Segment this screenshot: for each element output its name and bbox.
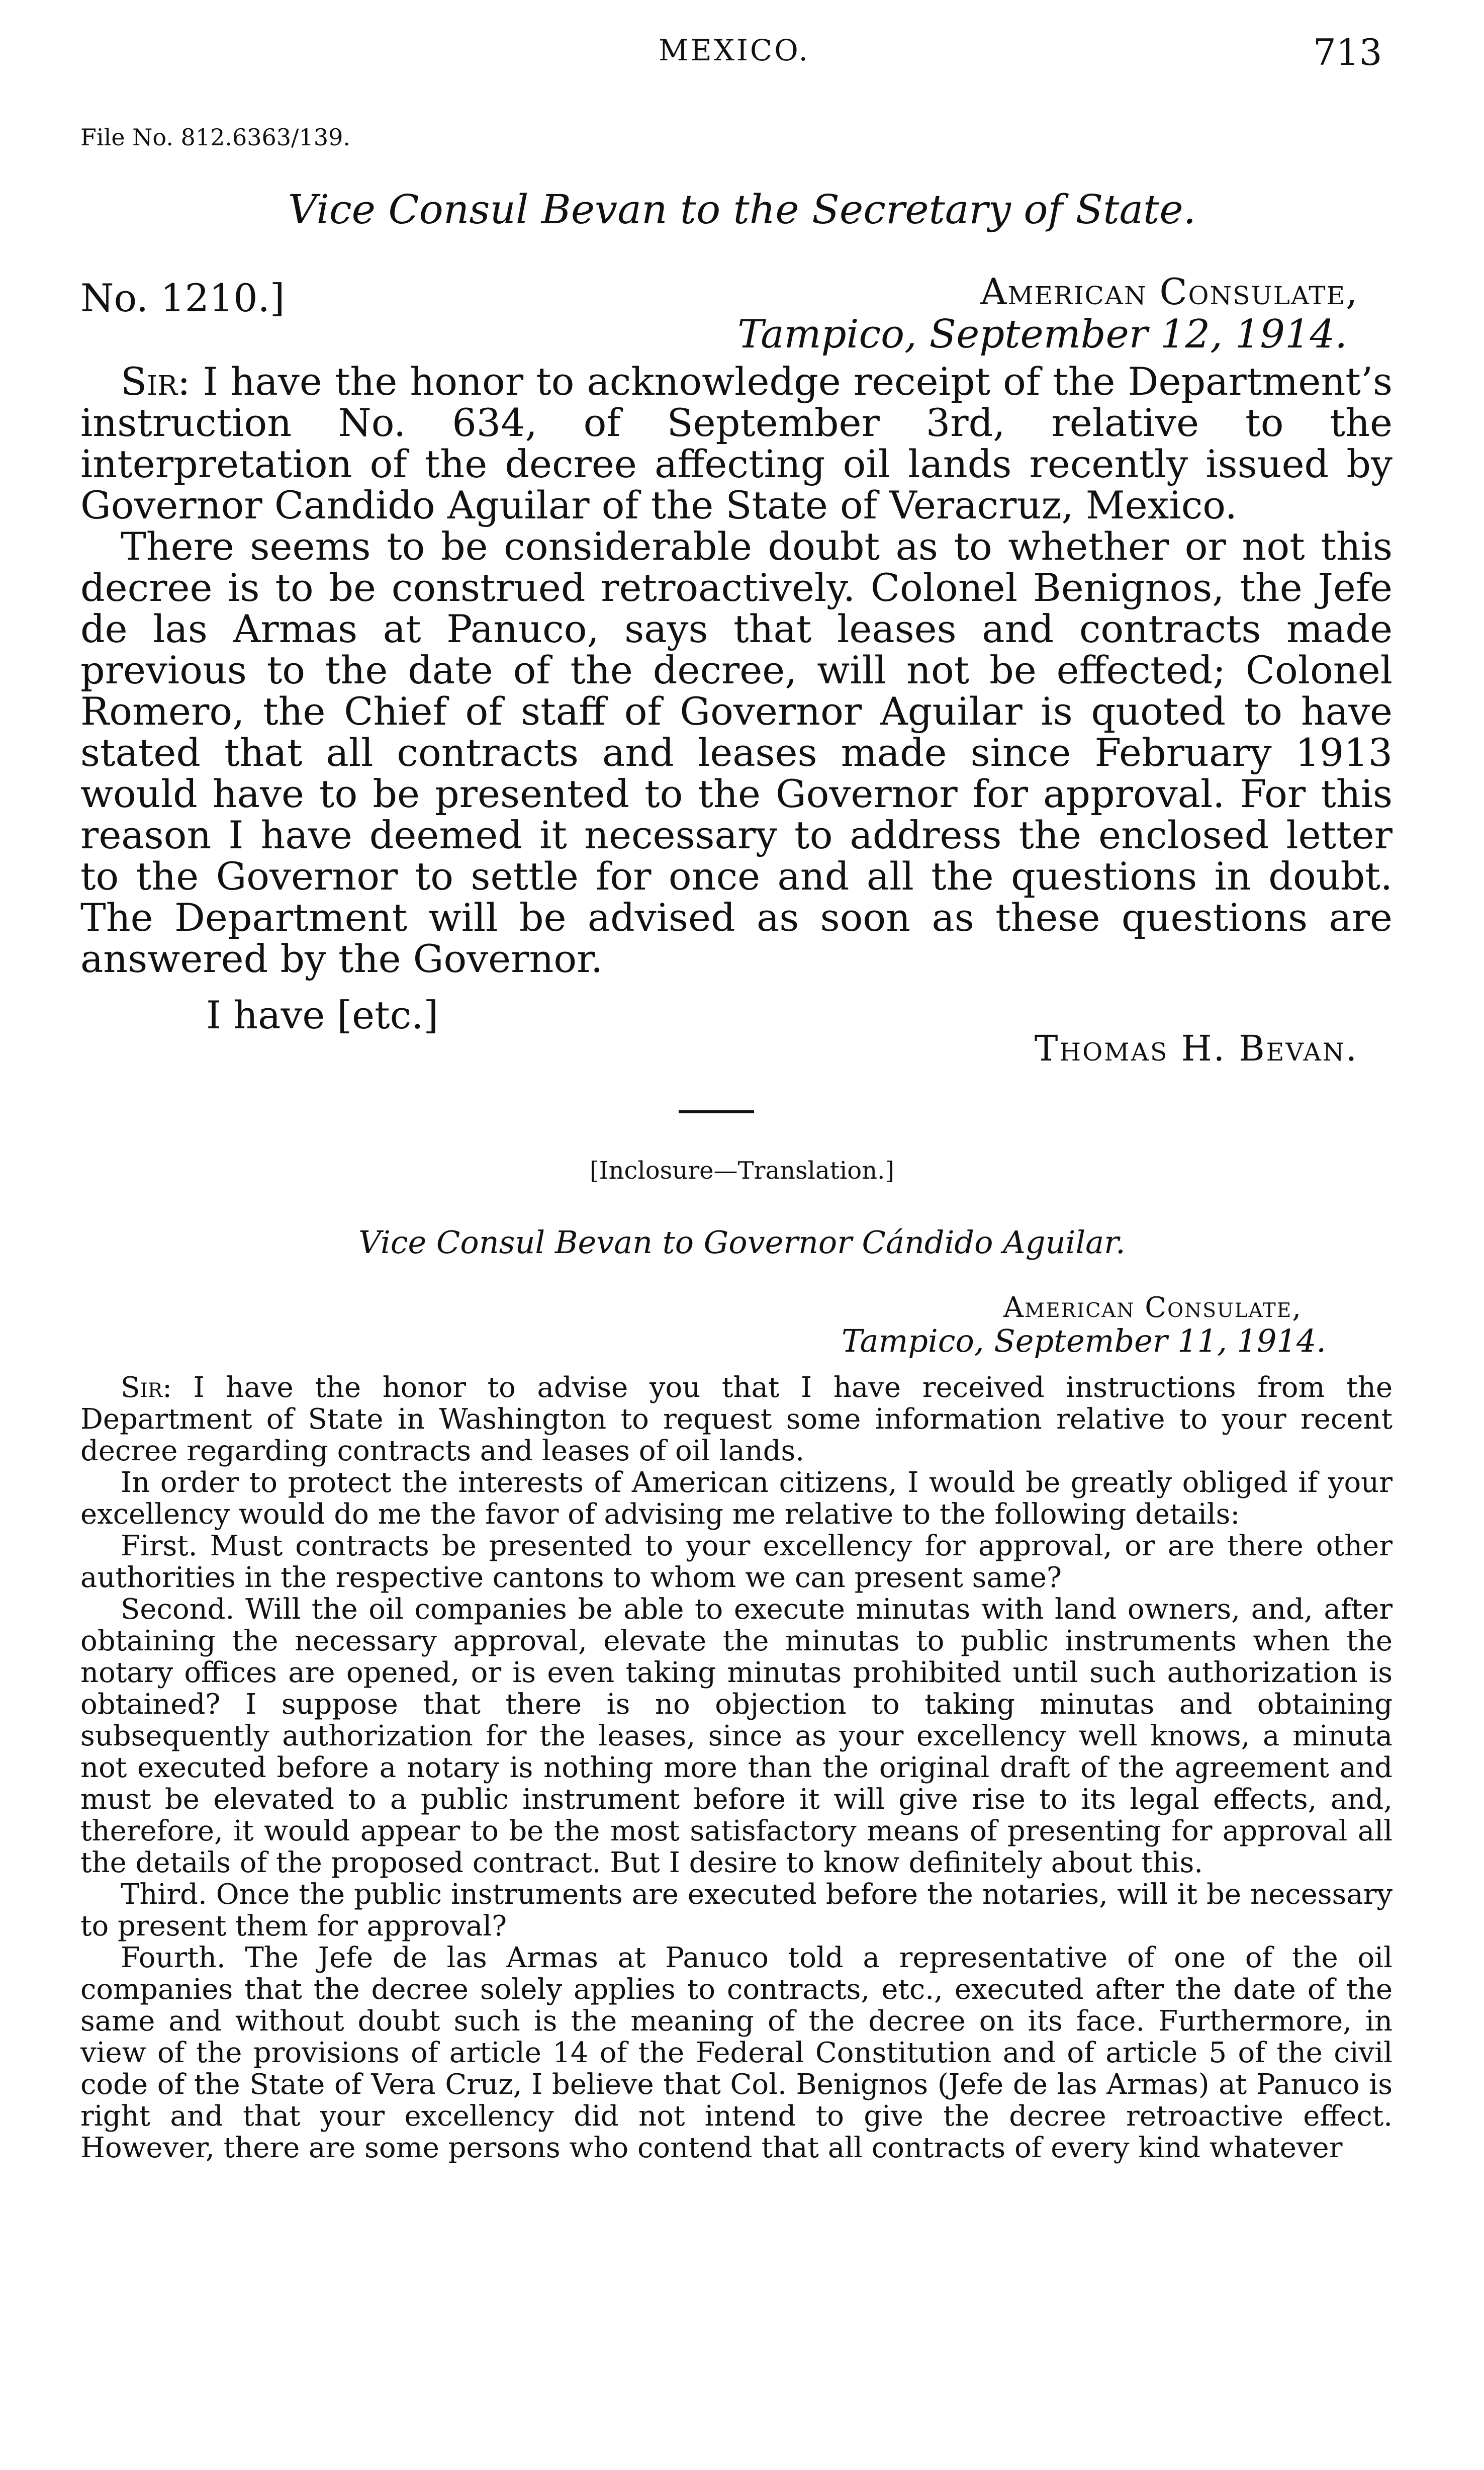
running-head: [0, 33, 1484, 78]
dispatch-date: Tampico, September 12, 1914.: [737, 312, 1347, 357]
inclosure-paragraph: Fourth. The Jefe de las Armas at Panuco told a representative of one of the oil companies that the decree solely applies to contracts, etc., executed after the date of the same and without doubt such is the meaning of the decree on its face. Furthermore, in view of the provisions of article 14 of the Federal Constitution and of article 5 of the civil code of the State of Vera Cruz, I believe that Col. Benignos (Jefe de las Armas) at Panuco is right and that your excellency did not intend to give the decree retroactive effect. However, there are some persons who contend that all contracts of every kind whatever: [80, 1942, 1393, 2164]
inclosure-label: [Inclosure—Translation.]: [589, 1157, 895, 1185]
closing: I have [etc.]: [206, 993, 439, 1037]
inclosure-paragraph: Second. Will the oil companies be able to execute minutas with land owners, and, after obtaining the necessary approval, elevate the minutas to public instruments when the notary offices are opened, or is even taking minutas prohibited until such authorization is obtained? I suppose that there is no objection to taking minutas and obtaining subsequently authorization for the leases, since as your excellency well knows, a minuta not executed before a notary is nothing more than the original draft of the agreement and must be elevated to a public instrument before it will give rise to its legal effects, and, therefore, it would appear to be the most satisfactory means of presenting for approval all the details of the proposed contract. But I desire to know definitely about this.: [80, 1593, 1393, 1879]
dispatch-number: No. 1210.]: [80, 276, 285, 320]
file-number: File No. 812.6363/139.: [80, 124, 350, 151]
signature: Thomas H. Bevan.: [1034, 1028, 1358, 1069]
paragraph-text: I have the honor to advise you that I have received instructions from the Department of State in Washington to request some information relative to your recent decree regarding contracts and leases of oil lands.: [80, 1371, 1393, 1467]
section-divider: [679, 1110, 754, 1113]
inclosure-heading: Vice Consul Bevan to Governor Cándido Aguilar.: [358, 1224, 1126, 1261]
inclosure-paragraph: First. Must contracts be presented to your excellency for approval, or are there other authorities in the respective cantons to whom we can present same?: [80, 1530, 1393, 1594]
paragraph-text: I have the honor to acknowledge receipt of the Department’s instruction No. 634, of September 3rd, relative to the interpretation of the decree affecting oil lands recently issued by Governor Candido Aguilar of the State of Veracruz, Mexico.: [80, 359, 1393, 527]
inclosure-paragraph: Third. Once the public instruments are executed before the notaries, will it be necessary to present them for approval?: [80, 1878, 1393, 1943]
dispatch-body: [80, 361, 1393, 980]
inclosure-date: Tampico, September 11, 1914.: [841, 1322, 1326, 1359]
page-number: 713: [1313, 31, 1382, 73]
inclosure-body: [80, 1372, 1393, 2164]
salutation: Sir:: [121, 1371, 172, 1404]
dispatch-place: American Consulate,: [980, 271, 1358, 313]
inclosure-paragraph: [80, 1372, 1393, 1467]
document-heading: Vice Consul Bevan to the Secretary of State.: [288, 186, 1196, 233]
running-title: MEXICO.: [659, 33, 810, 67]
inclosure-paragraph: In order to protect the interests of American citizens, I would be greatly obliged if your excellency would do me the favor of advising me relative to the following details:: [80, 1466, 1393, 1531]
dispatch-paragraph: There seems to be considerable doubt as to whether or not this decree is to be construed retroactively. Colonel Benignos, the Jefe de las Armas at Panuco, says that leases and contracts made previous to the date of the decree, will not be effected; Colonel Romero, the Chief of staff of Governor Aguilar is quoted to have stated that all contracts and leases made since February 1913 would have to be presented to the Governor for approval. For this reason I have deemed it necessary to address the enclosed letter to the Governor to settle for once and all the questions in doubt. The Department will be advised as soon as these questions are answered by the Governor.: [80, 524, 1393, 981]
salutation: Sir:: [121, 359, 191, 404]
dispatch-paragraph: [80, 361, 1393, 526]
inclosure-place: American Consulate,: [1003, 1291, 1302, 1324]
